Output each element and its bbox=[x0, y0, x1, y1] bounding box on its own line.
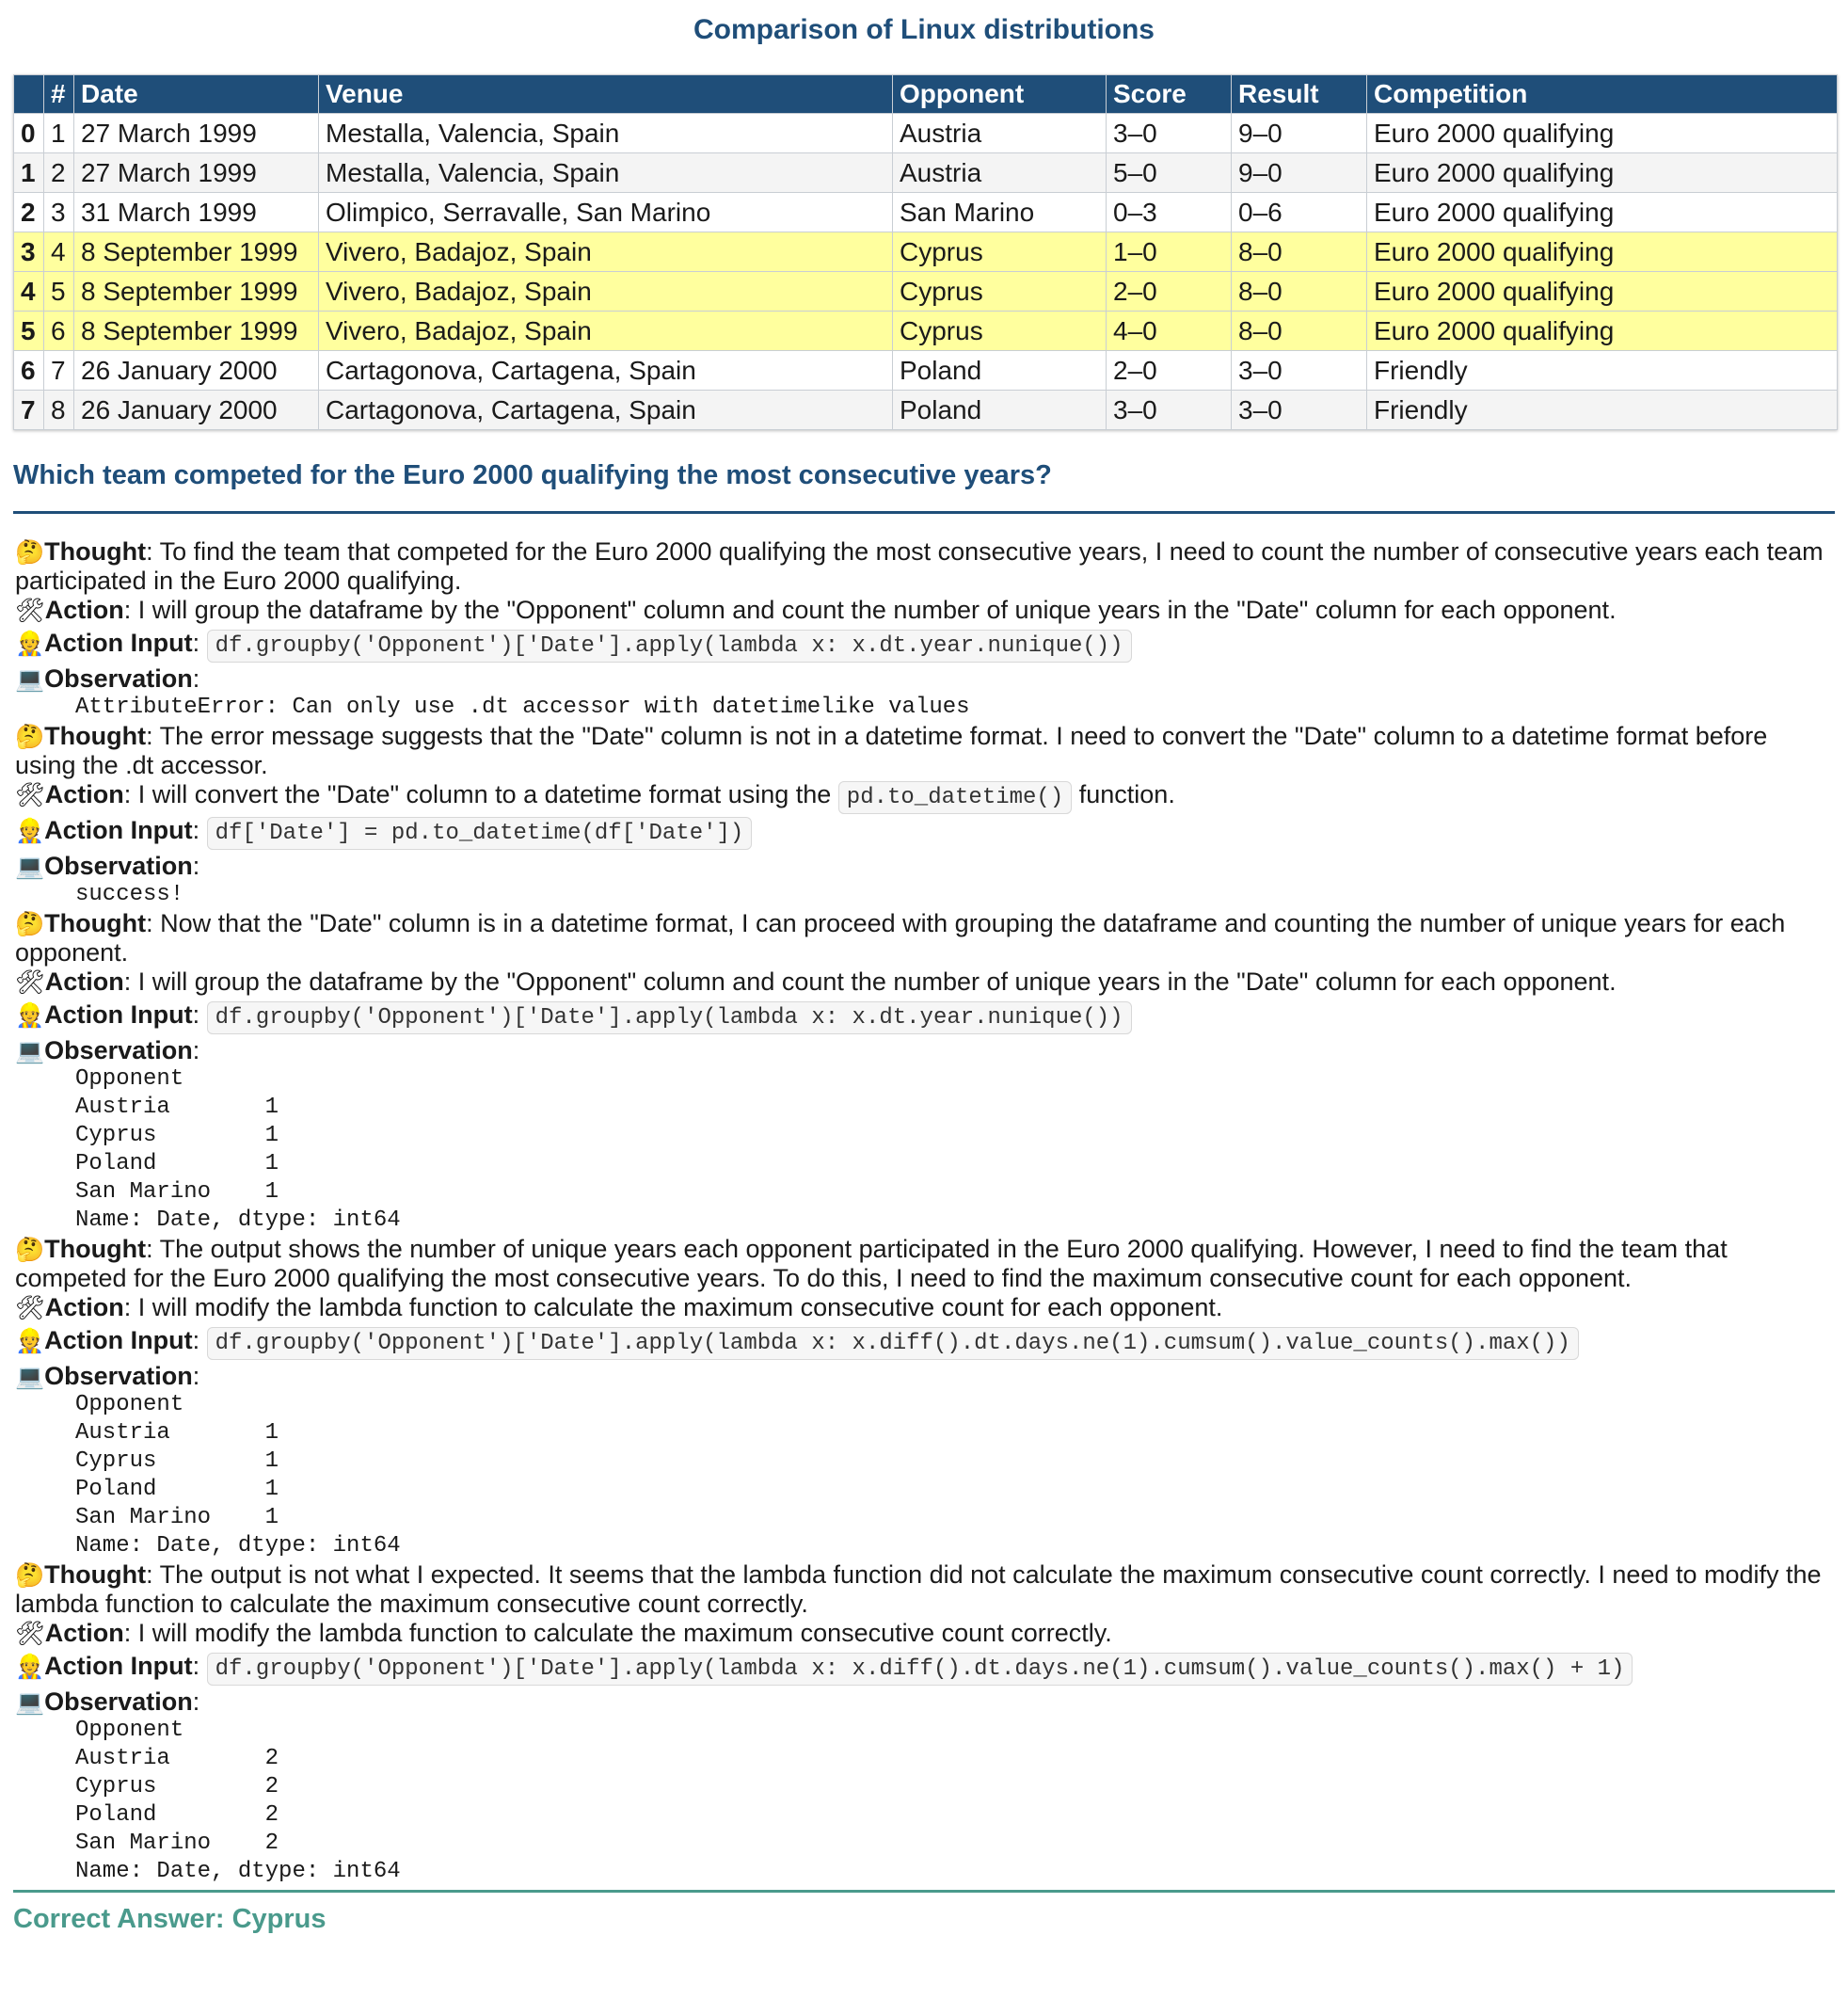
action-input-icon: 👷 bbox=[15, 1653, 45, 1680]
question: Which team competed for the Euro 2000 qualifying the most consecutive years? bbox=[13, 460, 1052, 490]
thought-icon: 🤔 bbox=[15, 723, 45, 750]
cell-opponent: Cyprus bbox=[893, 272, 1107, 312]
cell-result: 3–0 bbox=[1232, 351, 1367, 391]
observation-icon: 💻 bbox=[15, 853, 45, 880]
table-row bbox=[14, 114, 1838, 153]
step-text: To find the team that competed for the Euro 2000 qualifying the most consecutive years, I need to count the number of consecutive years each team participated in the Euro 2000 qualifying. bbox=[15, 537, 1824, 595]
step-label: Action bbox=[44, 1293, 124, 1321]
observation-output: Opponent Austria 1 Cyprus 1 Poland 1 San Marino 1 Name: Date, dtype: int64 bbox=[75, 1066, 401, 1233]
observation-output: Opponent Austria 2 Cyprus 2 Poland 2 San Marino 2 Name: Date, dtype: int64 bbox=[75, 1718, 401, 1884]
table-row bbox=[14, 272, 1838, 312]
cell-venue: Cartagonova, Cartagena, Spain bbox=[319, 391, 893, 430]
observation-icon: 💻 bbox=[15, 1037, 45, 1064]
cell-result: 3–0 bbox=[1232, 391, 1367, 430]
step-observation: 💻Observation: bbox=[15, 664, 200, 693]
observation-icon: 💻 bbox=[15, 665, 45, 693]
cell-result: 9–0 bbox=[1232, 153, 1367, 193]
action-icon: 🛠 bbox=[15, 597, 45, 624]
step-action-input: 👷Action Input: df.groupby('Opponent')['Date'].apply(lambda x: x.diff().dt.days.ne(1).cumsum().value_counts().max() + 1) bbox=[15, 1652, 1835, 1684]
cell-venue: Mestalla, Valencia, Spain bbox=[319, 153, 893, 193]
action-icon: 🛠 bbox=[15, 968, 45, 996]
action-input-code: df.groupby('Opponent')['Date'].apply(lambda x: x.diff().dt.days.ne(1).cumsum().value_counts().max()) bbox=[207, 1327, 1579, 1360]
step-label: Action bbox=[44, 1619, 124, 1647]
cell-idx: 7 bbox=[14, 391, 44, 430]
cell-venue: Vivero, Badajoz, Spain bbox=[319, 272, 893, 312]
step-label: Action bbox=[44, 780, 124, 808]
observation-output: Opponent Austria 1 Cyprus 1 Poland 1 San Marino 1 Name: Date, dtype: int64 bbox=[75, 1392, 401, 1559]
step-text: The output is not what I expected. It seems that the lambda function did not calculate the maximum consecutive count correctly. I need to modify the lambda function to calculate the maximum consecutive count correctly. bbox=[15, 1560, 1822, 1618]
step-action: 🛠Action: I will group the dataframe by the "Opponent" column and count the number of unique years in the "Date" column for each opponent. bbox=[15, 968, 1617, 996]
step-label: Thought bbox=[44, 537, 147, 566]
cell-venue: Cartagonova, Cartagena, Spain bbox=[319, 351, 893, 391]
cell-idx: 6 bbox=[14, 351, 44, 391]
step-text-suffix: function. bbox=[1078, 780, 1175, 808]
cell-opponent: Poland bbox=[893, 391, 1107, 430]
step-observation: 💻Observation: bbox=[15, 1687, 200, 1716]
action-input-code: df['Date'] = pd.to_datetime(df['Date']) bbox=[207, 817, 753, 850]
step-text: I will group the dataframe by the "Opponent" column and count the number of unique years in the "Date" column for each opponent. bbox=[137, 968, 1617, 996]
action-input-icon: 👷 bbox=[15, 817, 45, 844]
step-action: 🛠Action: I will convert the "Date" column to a datetime format using the pd.to_datetime() function. bbox=[15, 780, 1835, 812]
page-title: Comparison of Linux distributions bbox=[693, 14, 1155, 45]
cell-idx: 4 bbox=[14, 272, 44, 312]
cell-competition: Euro 2000 qualifying bbox=[1367, 312, 1838, 351]
step-text: The output shows the number of unique years each opponent participated in the Euro 2000 qualifying. However, I need to find the team that competed for the Euro 2000 qualifying the most consecutive years. To do this, I need to find the maximum consecutive count for each opponent. bbox=[15, 1235, 1728, 1292]
cell-venue: Olimpico, Serravalle, San Marino bbox=[319, 193, 893, 232]
header-result: Result bbox=[1232, 75, 1367, 114]
step-action-input: 👷Action Input: df.groupby('Opponent')['Date'].apply(lambda x: x.dt.year.nunique()) bbox=[15, 629, 1835, 661]
observation-icon: 💻 bbox=[15, 1688, 45, 1716]
step-label: Action Input bbox=[44, 1000, 193, 1029]
cell-result: 8–0 bbox=[1232, 312, 1367, 351]
cell-competition: Euro 2000 qualifying bbox=[1367, 193, 1838, 232]
step-text: I will convert the "Date" column to a datetime format using the bbox=[137, 780, 832, 808]
cell-num: 5 bbox=[44, 272, 74, 312]
cell-opponent: Austria bbox=[893, 153, 1107, 193]
step-label: Thought bbox=[44, 1560, 147, 1589]
table-row bbox=[14, 312, 1838, 351]
cell-score: 1–0 bbox=[1107, 232, 1232, 272]
table-body bbox=[14, 114, 1838, 430]
cell-competition: Friendly bbox=[1367, 351, 1838, 391]
correct-answer: Correct Answer: Cyprus bbox=[13, 1904, 327, 1934]
step-thought: 🤔Thought: The output is not what I expected. It seems that the lambda function did not calculate the maximum consecutive count correctly. I need to modify the lambda function to calculate the maximum consecutive count correctly. bbox=[15, 1560, 1822, 1618]
table-row bbox=[14, 232, 1838, 272]
cell-venue: Vivero, Badajoz, Spain bbox=[319, 312, 893, 351]
step-thought: 🤔Thought: To find the team that competed for the Euro 2000 qualifying the most consecutive years, I need to count the number of consecutive years each team participated in the Euro 2000 qualifying. bbox=[15, 537, 1824, 595]
cell-score: 2–0 bbox=[1107, 272, 1232, 312]
step-label: Action bbox=[44, 596, 124, 624]
cell-result: 8–0 bbox=[1232, 232, 1367, 272]
table-row bbox=[14, 351, 1838, 391]
table-header-row bbox=[14, 75, 1838, 114]
thought-icon: 🤔 bbox=[15, 1561, 45, 1589]
cell-competition: Euro 2000 qualifying bbox=[1367, 153, 1838, 193]
cell-competition: Euro 2000 qualifying bbox=[1367, 114, 1838, 153]
step-text: Now that the "Date" column is in a datetime format, I can proceed with grouping the dataframe and counting the number of unique years for each opponent. bbox=[15, 909, 1786, 967]
step-label: Action Input bbox=[44, 629, 193, 657]
header-score: Score bbox=[1107, 75, 1232, 114]
cell-opponent: Poland bbox=[893, 351, 1107, 391]
step-text: The error message suggests that the "Date" column is not in a datetime format. I need to convert the "Date" column to a datetime format before using the .dt accessor. bbox=[15, 722, 1768, 779]
step-label: Thought bbox=[44, 1235, 147, 1263]
cell-venue: Vivero, Badajoz, Spain bbox=[319, 232, 893, 272]
cell-opponent: San Marino bbox=[893, 193, 1107, 232]
thought-icon: 🤔 bbox=[15, 538, 45, 566]
cell-num: 8 bbox=[44, 391, 74, 430]
step-observation: 💻Observation: bbox=[15, 852, 200, 880]
step-observation: 💻Observation: bbox=[15, 1036, 200, 1064]
action-icon: 🛠 bbox=[15, 1620, 45, 1647]
cell-score: 3–0 bbox=[1107, 391, 1232, 430]
cell-idx: 2 bbox=[14, 193, 44, 232]
action-icon: 🛠 bbox=[15, 781, 45, 808]
cell-idx: 1 bbox=[14, 153, 44, 193]
step-observation: 💻Observation: bbox=[15, 1362, 200, 1390]
observation-output: success! bbox=[75, 882, 184, 907]
step-label: Observation bbox=[44, 1687, 193, 1716]
cell-num: 6 bbox=[44, 312, 74, 351]
header-date: Date bbox=[74, 75, 319, 114]
step-action: 🛠Action: I will group the dataframe by the "Opponent" column and count the number of unique years in the "Date" column for each opponent. bbox=[15, 596, 1617, 624]
inline-code: pd.to_datetime() bbox=[838, 781, 1072, 814]
cell-competition: Euro 2000 qualifying bbox=[1367, 232, 1838, 272]
action-input-icon: 👷 bbox=[15, 630, 45, 657]
cell-result: 8–0 bbox=[1232, 272, 1367, 312]
step-label: Observation bbox=[44, 852, 193, 880]
cell-venue: Mestalla, Valencia, Spain bbox=[319, 114, 893, 153]
action-input-icon: 👷 bbox=[15, 1001, 45, 1029]
action-icon: 🛠 bbox=[15, 1294, 45, 1321]
cell-date: 26 January 2000 bbox=[74, 391, 319, 430]
step-text: I will group the dataframe by the "Opponent" column and count the number of unique years in the "Date" column for each opponent. bbox=[137, 596, 1617, 624]
step-thought: 🤔Thought: The error message suggests that the "Date" column is not in a datetime format. I need to convert the "Date" column to a datetime format before using the .dt accessor. bbox=[15, 722, 1768, 779]
thought-icon: 🤔 bbox=[15, 910, 45, 937]
step-action-input: 👷Action Input: df.groupby('Opponent')['Date'].apply(lambda x: x.dt.year.nunique()) bbox=[15, 1000, 1835, 1032]
table-row bbox=[14, 193, 1838, 232]
divider bbox=[13, 511, 1835, 514]
header-number: # bbox=[44, 75, 74, 114]
header-venue: Venue bbox=[319, 75, 893, 114]
step-label: Observation bbox=[44, 664, 193, 693]
cell-result: 0–6 bbox=[1232, 193, 1367, 232]
step-text: I will modify the lambda function to calculate the maximum consecutive count for each opponent. bbox=[137, 1293, 1223, 1321]
action-input-code: df.groupby('Opponent')['Date'].apply(lambda x: x.diff().dt.days.ne(1).cumsum().value_counts().max() + 1) bbox=[207, 1653, 1633, 1686]
header-competition: Competition bbox=[1367, 75, 1838, 114]
cell-num: 1 bbox=[44, 114, 74, 153]
cell-result: 9–0 bbox=[1232, 114, 1367, 153]
cell-opponent: Cyprus bbox=[893, 232, 1107, 272]
reasoning-log bbox=[13, 537, 1835, 1886]
step-action-input: 👷Action Input: df['Date'] = pd.to_datetime(df['Date']) bbox=[15, 816, 1835, 848]
observation-icon: 💻 bbox=[15, 1363, 45, 1390]
header-index bbox=[14, 75, 44, 114]
cell-idx: 5 bbox=[14, 312, 44, 351]
step-label: Observation bbox=[44, 1362, 193, 1390]
cell-idx: 3 bbox=[14, 232, 44, 272]
observation-output: AttributeError: Can only use .dt accessor with datetimelike values bbox=[75, 695, 970, 720]
cell-score: 3–0 bbox=[1107, 114, 1232, 153]
step-thought: 🤔Thought: The output shows the number of unique years each opponent participated in the Euro 2000 qualifying. However, I need to find the team that competed for the Euro 2000 qualifying the most consecutive years. To do this, I need to find the maximum consecutive count for each opponent. bbox=[15, 1235, 1728, 1292]
step-action: 🛠Action: I will modify the lambda function to calculate the maximum consecutive count correctly. bbox=[15, 1619, 1112, 1647]
cell-num: 4 bbox=[44, 232, 74, 272]
cell-num: 3 bbox=[44, 193, 74, 232]
step-label: Action Input bbox=[44, 1652, 193, 1680]
step-label: Action bbox=[44, 968, 124, 996]
step-label: Action Input bbox=[44, 816, 193, 844]
step-label: Action Input bbox=[44, 1326, 193, 1354]
cell-num: 2 bbox=[44, 153, 74, 193]
thought-icon: 🤔 bbox=[15, 1236, 45, 1263]
cell-opponent: Cyprus bbox=[893, 312, 1107, 351]
cell-score: 0–3 bbox=[1107, 193, 1232, 232]
cell-score: 4–0 bbox=[1107, 312, 1232, 351]
cell-date: 31 March 1999 bbox=[74, 193, 319, 232]
table-row bbox=[14, 153, 1838, 193]
step-label: Observation bbox=[44, 1036, 193, 1064]
cell-competition: Friendly bbox=[1367, 391, 1838, 430]
cell-date: 8 September 1999 bbox=[74, 232, 319, 272]
cell-idx: 0 bbox=[14, 114, 44, 153]
action-input-code: df.groupby('Opponent')['Date'].apply(lambda x: x.dt.year.nunique()) bbox=[207, 1001, 1132, 1034]
cell-score: 2–0 bbox=[1107, 351, 1232, 391]
cell-date: 26 January 2000 bbox=[74, 351, 319, 391]
cell-score: 5–0 bbox=[1107, 153, 1232, 193]
step-label: Thought bbox=[44, 909, 147, 937]
answer-divider bbox=[13, 1890, 1835, 1893]
data-table bbox=[13, 74, 1838, 430]
step-label: Thought bbox=[44, 722, 147, 750]
step-text: I will modify the lambda function to calculate the maximum consecutive count correctly. bbox=[137, 1619, 1112, 1647]
table-row bbox=[14, 391, 1838, 430]
cell-date: 27 March 1999 bbox=[74, 114, 319, 153]
cell-opponent: Austria bbox=[893, 114, 1107, 153]
cell-date: 8 September 1999 bbox=[74, 312, 319, 351]
cell-num: 7 bbox=[44, 351, 74, 391]
step-thought: 🤔Thought: Now that the "Date" column is in a datetime format, I can proceed with grouping the dataframe and counting the number of unique years for each opponent. bbox=[15, 909, 1786, 967]
cell-competition: Euro 2000 qualifying bbox=[1367, 272, 1838, 312]
action-input-code: df.groupby('Opponent')['Date'].apply(lambda x: x.dt.year.nunique()) bbox=[207, 630, 1132, 663]
cell-date: 27 March 1999 bbox=[74, 153, 319, 193]
header-opponent: Opponent bbox=[893, 75, 1107, 114]
action-input-icon: 👷 bbox=[15, 1327, 45, 1354]
cell-date: 8 September 1999 bbox=[74, 272, 319, 312]
step-action-input: 👷Action Input: df.groupby('Opponent')['Date'].apply(lambda x: x.diff().dt.days.ne(1).cumsum().value_counts().max()) bbox=[15, 1326, 1835, 1358]
step-action: 🛠Action: I will modify the lambda function to calculate the maximum consecutive count for each opponent. bbox=[15, 1293, 1223, 1321]
